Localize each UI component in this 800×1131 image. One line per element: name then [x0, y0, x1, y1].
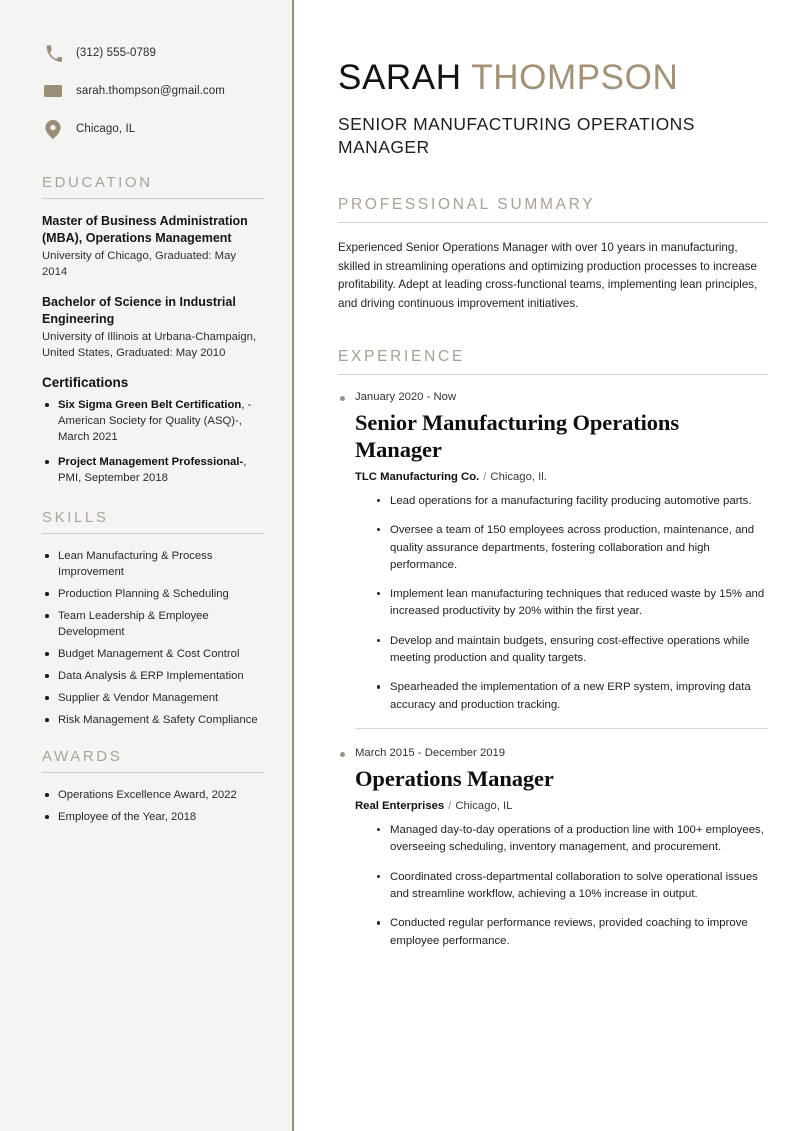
- experience-bullets: [376, 822, 768, 950]
- main-content: [294, 0, 800, 1131]
- professional-summary-text: Experienced Senior Operations Manager with over 10 years in manufacturing, skilled in streamlining operations and optimizing production processes to increase profitability. Adept at leading cross-functional teams, implementing lean principles, and driving continuous improvement initiatives.: [338, 240, 758, 311]
- education-item: [42, 213, 264, 280]
- experience-date: March 2015 - December 2019: [338, 747, 768, 759]
- last-name: THOMPSON: [471, 58, 679, 97]
- sidebar: [0, 0, 294, 1131]
- list-item: Operations Excellence Award, 2022: [42, 787, 264, 803]
- contact-location: [42, 114, 264, 144]
- list-item: Data Analysis & ERP Implementation: [42, 668, 264, 684]
- certifications-title: Certifications: [42, 374, 129, 390]
- experience-separator: /: [483, 470, 487, 483]
- education-meta: University of Chicago, Graduated: May 2014: [42, 250, 237, 278]
- awards-heading: AWARDS: [42, 748, 123, 766]
- skills-list: [42, 548, 264, 728]
- list-item: Risk Management & Safety Compliance: [42, 712, 264, 728]
- certification-detail: , PMI, September 2018: [58, 456, 247, 485]
- awards-list: [42, 787, 264, 825]
- certification-name: Project Management Professional-: [58, 456, 244, 469]
- contact-location-text: Chicago, IL: [76, 122, 136, 135]
- experience-location: Chicago, Il.: [490, 470, 547, 483]
- certifications-list: [42, 397, 264, 486]
- contact-phone-text: (312) 555-0789: [76, 46, 157, 59]
- location-pin-icon: [42, 120, 64, 139]
- list-item: Production Planning & Scheduling: [42, 586, 264, 602]
- envelope-icon: [42, 82, 64, 100]
- list-item: Develop and maintain budgets, ensuring cost-effective operations while meeting production and quality targets.: [376, 633, 768, 668]
- phone-icon: [42, 45, 64, 62]
- certification-detail: , - American Society for Quality (ASQ)-, March 2021: [58, 398, 252, 443]
- list-item: Supplier & Vendor Management: [42, 690, 264, 706]
- contact-email: [42, 76, 264, 106]
- list-item: Conducted regular performance reviews, provided coaching to improve employee performance.: [376, 915, 768, 950]
- list-item: [42, 454, 264, 486]
- page-title: [338, 58, 768, 97]
- education-item: [42, 294, 264, 361]
- list-item: Coordinated cross-departmental collaboration to solve operational issues and streamline workflow, achieving a 10% increase in output.: [376, 869, 768, 904]
- experience-bullets: [376, 493, 768, 714]
- list-item: Team Leadership & Employee Development: [42, 608, 264, 640]
- certification-name: Six Sigma Green Belt Certification: [58, 398, 242, 411]
- list-item: Implement lean manufacturing techniques that reduced waste by 15% and increased productivity by 20% within the first year.: [376, 586, 768, 621]
- education-meta: University of Illinois at Urbana-Champaign, United States, Graduated: May 2010: [42, 331, 257, 359]
- list-item: Spearheaded the implementation of a new ERP system, improving data accuracy and production tracking.: [376, 679, 768, 714]
- education-divider: [42, 198, 264, 199]
- experience-company-line: [355, 471, 768, 483]
- list-item: [42, 397, 264, 445]
- professional-summary-divider: [338, 222, 768, 223]
- experience-company: TLC Manufacturing Co.: [355, 470, 480, 483]
- list-item: Managed day-to-day operations of a production line with 100+ employees, overseeing scheduling, inventory management, and procurement.: [376, 822, 768, 857]
- job-role-subtitle: SENIOR MANUFACTURING OPERATIONS MANAGER: [338, 114, 695, 158]
- awards-divider: [42, 772, 264, 773]
- contact-email-text: sarah.thompson@gmail.com: [76, 84, 225, 97]
- list-item: Oversee a team of 150 employees across production, maintenance, and quality assurance departments, fostering collaboration and high performance.: [376, 522, 768, 574]
- education-degree: Master of Business Administration (MBA), Operations Management: [42, 214, 248, 245]
- experience-location: Chicago, IL: [455, 800, 513, 813]
- professional-summary-heading: PROFESSIONAL SUMMARY: [338, 195, 596, 213]
- list-item: Employee of the Year, 2018: [42, 809, 264, 825]
- experience-entry: [338, 391, 768, 714]
- skills-divider: [42, 533, 264, 534]
- skills-heading: SKILLS: [42, 509, 109, 527]
- experience-heading: EXPERIENCE: [338, 347, 465, 365]
- education-degree: Bachelor of Science in Industrial Engineering: [42, 294, 236, 326]
- experience-title: Senior Manufacturing Operations Manager: [355, 409, 679, 462]
- contact-list: [42, 38, 264, 144]
- experience-date: January 2020 - Now: [338, 391, 768, 403]
- experience-company: Real Enterprises: [355, 800, 445, 813]
- list-item: Lean Manufacturing & Process Improvement: [42, 548, 264, 580]
- experience-title: Operations Manager: [355, 766, 554, 792]
- first-name: SARAH: [338, 58, 462, 97]
- experience-entry-separator: [355, 728, 768, 729]
- experience-separator: /: [448, 800, 452, 813]
- list-item: Budget Management & Cost Control: [42, 646, 264, 662]
- education-heading: EDUCATION: [42, 174, 153, 191]
- experience-divider: [338, 374, 768, 375]
- contact-phone: [42, 38, 264, 68]
- list-item: Lead operations for a manufacturing facility producing automotive parts.: [376, 493, 768, 510]
- experience-entry: [338, 747, 768, 950]
- experience-company-line: [355, 800, 768, 812]
